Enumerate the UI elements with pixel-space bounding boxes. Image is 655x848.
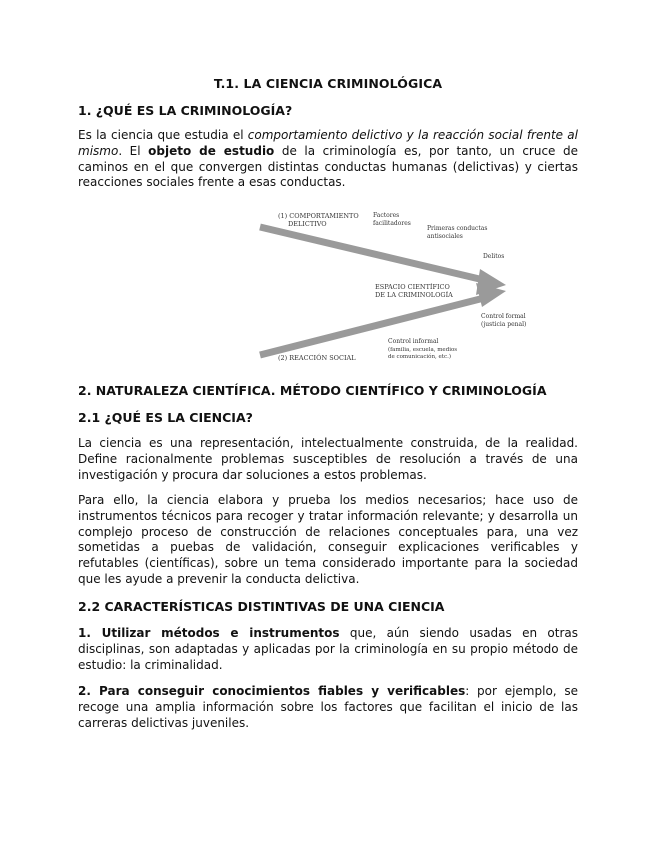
section-1-heading: 1. ¿QUÉ ES LA CRIMINOLOGÍA? <box>78 103 293 118</box>
label-factores-2: facilitadores <box>373 220 411 227</box>
section-2-heading: 2. NATURALEZA CIENTÍFICA. MÉTODO CIENTÍFICO Y CRIMINOLOGÍA <box>78 383 547 398</box>
p1-text-b: . El <box>118 143 149 158</box>
item-2-bold: 2. Para conseguir conocimientos fiables y verificables <box>78 684 466 698</box>
label-control-formal-2: (justicia penal) <box>481 321 527 328</box>
label-reaccion-social: (2) REACCIÓN SOCIAL <box>278 354 356 362</box>
characteristic-item-1 <box>78 626 578 673</box>
label-comportamiento-1: (1) COMPORTAMIENTO <box>278 212 359 220</box>
p1-text-c: de la criminología es, por tanto, un cruce de caminos en el que convergen distintas conductas humanas (delictivas) y ciertas reacciones sociales frente a esas conductas. <box>78 143 578 190</box>
label-control-informal-1: Control informal <box>388 338 439 345</box>
p1-italic: comportamiento delictivo y la reacción social frente al mismo <box>78 128 578 158</box>
criminology-diagram <box>198 205 528 365</box>
label-primeras-1: Primeras conductas <box>427 225 488 232</box>
document-title: T.1. LA CIENCIA CRIMINOLÓGICA <box>213 76 443 91</box>
label-control-informal-2: (familia, escuela, medios <box>388 347 458 353</box>
item-1-text: que, aún siendo usadas en otras disciplinas, son adaptadas y aplicadas por la criminología en su propio método de estudio: la criminalidad. <box>78 626 578 672</box>
label-primeras-2: antisociales <box>427 233 463 240</box>
label-control-informal-3: de comunicación, etc.) <box>388 354 451 360</box>
section-2-1-paragraph-1: La ciencia es una representación, intelectualmente construida, de la realidad. Define racionalmente problemas susceptibles de resolución a través de una investigación y procura dar soluciones a estos problemas. <box>78 436 578 482</box>
section-2-2-heading: 2.2 CARACTERÍSTICAS DISTINTIVAS DE UNA CIENCIA <box>78 599 445 614</box>
item-2-text: : por ejemplo, se recoge una amplia información sobre los factores que facilitan el inicio de las carreras delictivas juveniles. <box>78 684 578 730</box>
p1-bold: objeto de estudio <box>148 143 275 158</box>
section-1-paragraph <box>78 128 578 191</box>
label-comportamiento-2: DELICTIVO <box>288 220 327 228</box>
label-espacio-1: ESPACIO CIENTÍFICO <box>375 283 450 291</box>
item-1-bold: 1. Utilizar métodos e instrumentos <box>78 626 340 640</box>
section-2-1-heading: 2.1 ¿QUÉ ES LA CIENCIA? <box>78 410 253 425</box>
section-2-1-paragraph-2: Para ello, la ciencia elabora y prueba los medios necesarios; hace uso de instrumentos técnicos para recoger y tratar información relevante; y desarrolla un complejo proceso de construcción de relaciones conceptuales para, una vez sometidas a puebas de validación, conseguir explicaciones verificables y refutables (científicas), sobre un tema considerado importante para la sociedad que les ayude a prevenir la conducta delictiva. <box>78 493 578 586</box>
label-factores-1: Factores <box>373 212 400 219</box>
p1-text-a: Es la ciencia que estudia el <box>78 128 248 142</box>
label-espacio-2: DE LA CRIMINOLOGÍA <box>375 291 453 299</box>
label-delitos: Delitos <box>483 253 505 260</box>
characteristic-item-2 <box>78 684 578 731</box>
label-control-formal-1: Control formal <box>481 313 526 320</box>
